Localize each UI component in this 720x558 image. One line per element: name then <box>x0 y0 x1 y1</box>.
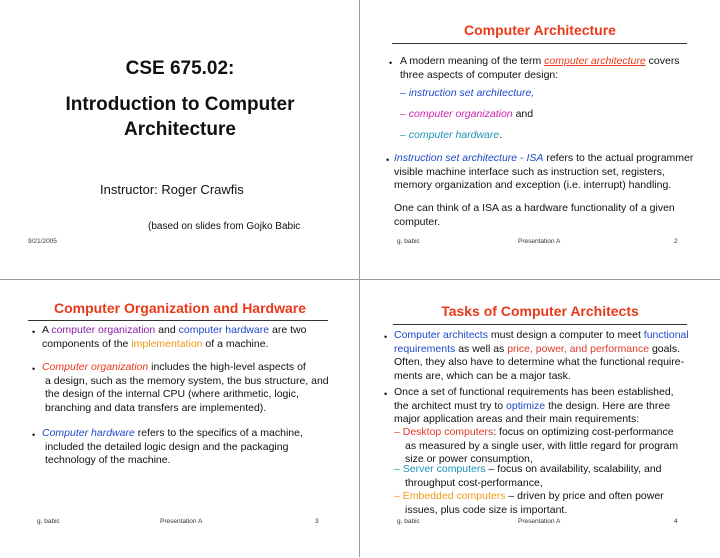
bullet-icon: • <box>389 58 393 68</box>
slide-3 <box>0 280 360 558</box>
sub-server: – Server computers – focus on availability, scalability, and throughput cost-performance, <box>394 463 662 489</box>
footer-author: g. babic <box>397 518 420 525</box>
instructor: Instructor: Roger Crawfis <box>100 182 244 197</box>
footer-page-number: 4 <box>674 518 678 525</box>
slide-title: Tasks of Computer Architects <box>441 303 639 319</box>
bullet-requirements: Once a set of functional requirements has been established, the architect must try to optimize the design. Here are three major application areas and their main requirements: <box>394 386 674 425</box>
slide-title: Computer Organization and Hardware <box>53 300 307 316</box>
footer-presentation: Presentation A <box>518 518 561 525</box>
footer-page-number: 2 <box>674 238 678 245</box>
slide-title-line2: Architecture <box>124 119 236 140</box>
slide-4 <box>360 280 720 558</box>
sub-embedded: – Embedded computers – driven by price and often power issues, plus code size is important. <box>394 490 664 516</box>
slide-1 <box>0 0 360 278</box>
title-rule <box>393 324 687 325</box>
sub-isa: – instruction set architecture, <box>400 87 535 99</box>
footer-page-number: 3 <box>315 518 319 525</box>
slide-date: 9/21/2005 <box>28 238 57 245</box>
bullet-icon: • <box>384 332 388 342</box>
term-computer-architecture: computer architecture <box>544 55 646 67</box>
bullet-icon: • <box>32 364 36 374</box>
bullet-computer-hardware: Computer hardware refers to the specifics of a machine, included the detailed logic design and the packaging technology of the machine. <box>42 427 303 466</box>
bullet-icon: • <box>32 430 36 440</box>
title-rule <box>28 320 328 321</box>
bullet-isa-definition: Instruction set architecture - ISA refers to the actual programmer visible machine interface such as instruction set, registers, memory organization and exception (i.e. interrupt) handling. <box>394 152 694 191</box>
isa-paragraph: One can think of a ISA as a hardware functionality of a given computer. <box>394 202 675 228</box>
slide-2 <box>360 0 720 278</box>
footer-presentation: Presentation A <box>518 238 561 245</box>
bullet-icon: • <box>384 389 388 399</box>
sub-hardware: – computer hardware. <box>400 129 503 141</box>
bullet-icon: • <box>32 327 36 337</box>
slide-title <box>0 92 360 142</box>
footer-author: g. babic <box>397 238 420 245</box>
based-on-note: (based on slides from Gojko Babic <box>148 221 301 232</box>
title-rule <box>392 43 687 44</box>
footer-author: g. babic <box>37 518 60 525</box>
bullet-organization-hardware: A computer organization and computer hardware are two components of the implementation of a machine. <box>42 324 307 350</box>
slide-title: Computer Architecture <box>464 22 616 38</box>
footer-presentation: Presentation A <box>160 518 203 525</box>
sub-organization: – computer organization and <box>400 108 534 120</box>
course-code: CSE 675.02: <box>125 58 235 79</box>
bullet-computer-organization: Computer organization includes the high-level aspects of a design, such as the memory system, the bus structure, and the design of the internal CPU (where arithmetic, logic, branching and data transfers are implemented). <box>42 361 329 414</box>
bullet-architecture: A modern meaning of the term computer architecture covers three aspects of computer design: <box>400 55 680 81</box>
bullet-icon: • <box>386 155 390 165</box>
bullet-computer-architects: Computer architects must design a computer to meet functional requirements as well as price, power, and performance goals. Often, they also have to determine what the functional require- ments are, which can be a major task. <box>394 329 689 382</box>
slide-title-line1: Introduction to Computer <box>65 94 295 115</box>
sub-desktop: – Desktop computers: focus on optimizing cost-performance as measured by a single user, with little regard for program size or power consumption, <box>394 426 679 465</box>
